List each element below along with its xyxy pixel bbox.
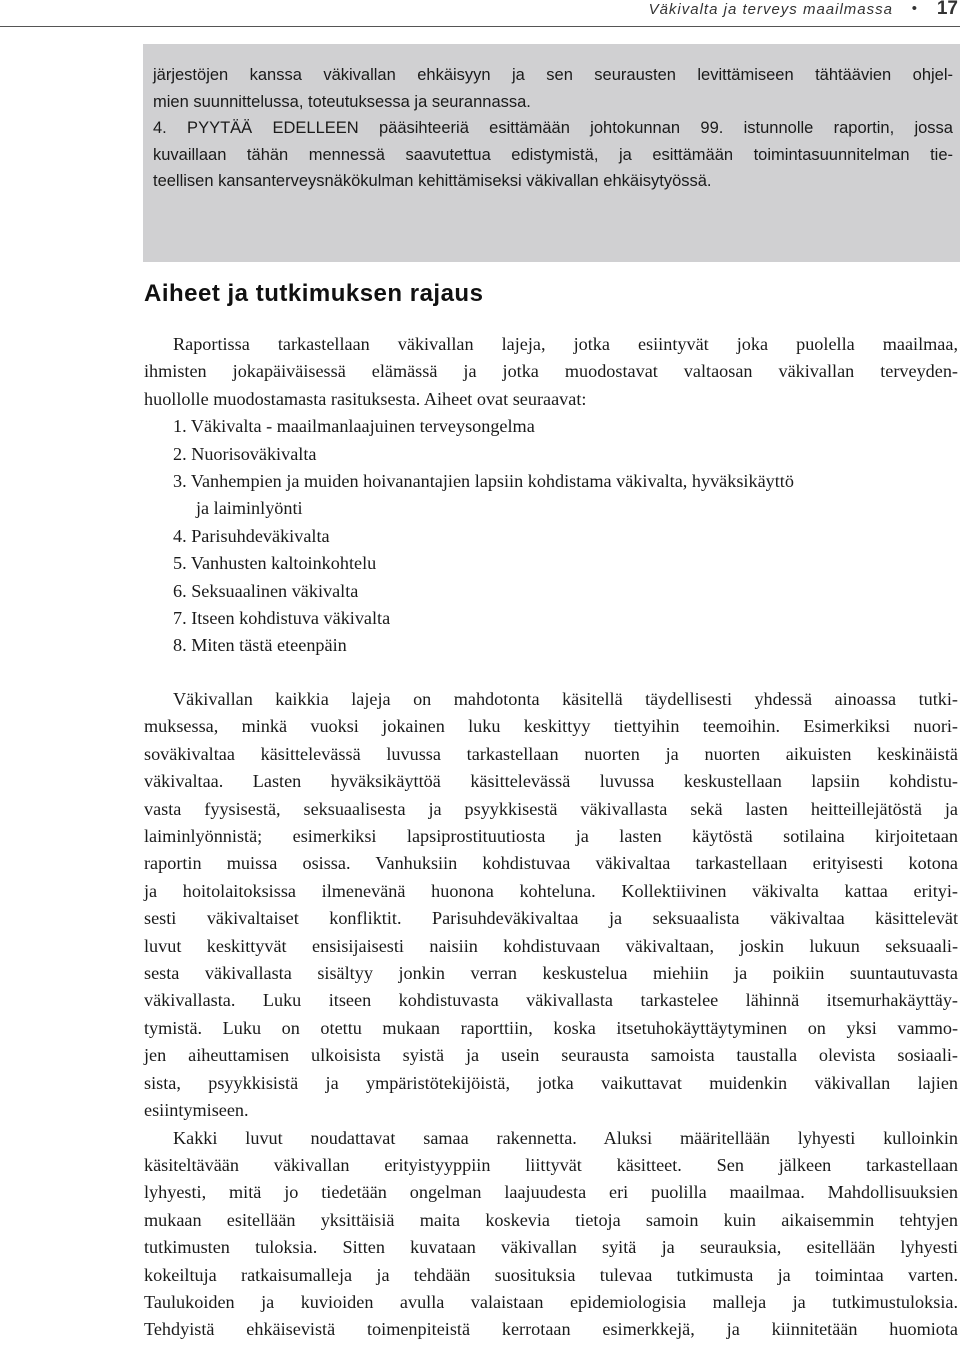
text-line: Taulukoiden ja kuvioiden avulla valaistaan epidemiologisia malleja ja tutkimustuloksia. xyxy=(144,1291,958,1312)
quote-box-line: mien suunnittelussa, toteutuksessa ja seurannassa. xyxy=(153,92,531,111)
text-line: sesta väkivallasta sisältyy jonkin verran keskustelua miehiin ja poikiin suuntautuvasta xyxy=(144,963,958,984)
text-line: laiminlyönnistä; esimerkiksi lapsiprostituutiosta ja lasten käytöstä sotilaina kirjoitetaan xyxy=(144,826,958,847)
intro-paragraph xyxy=(144,331,958,660)
text-line: jen aiheuttamisen ulkoisista syistä ja usein seurausta samoista taustalla olevista sosiaali- xyxy=(144,1045,958,1066)
list-item: 1. Väkivalta - maailmanlaajuinen terveysongelma xyxy=(173,416,535,437)
running-header xyxy=(0,0,960,27)
list-item: 5. Vanhusten kaltoinkohtelu xyxy=(173,553,377,574)
text-line: soväkivaltaa käsittelevässä luvussa tarkastellaan nuorten ja nuorten aikuisten keskinäistä xyxy=(144,743,958,764)
text-line: raportin muissa osissa. Vanhuksiin kohdistuvaa väkivaltaa tarkastellaan erityisesti kotona xyxy=(144,853,958,874)
text-line: huollolle muodostamasta rasituksesta. Aiheet ovat seuraavat: xyxy=(144,388,587,409)
text-line: Kakki luvut noudattavat samaa rakennetta. Aluksi määritellään lyhyesti kulloinkin xyxy=(173,1127,958,1148)
list-item: 7. Itseen kohdistuva väkivalta xyxy=(173,608,391,629)
text-line: muksessa, minkä vuoksi jokainen luku keskittyy tiettyihin teemoihin. Esimerkiksi nuori- xyxy=(144,716,958,737)
text-line: käsiteltävään väkivallan erityistyyppiin liittyvät käsitteet. Sen jälkeen tarkastellaan xyxy=(144,1154,958,1175)
text-line: sesti väkivaltaiset konfliktit. Parisuhdeväkivaltaa ja seksuaalista väkivaltaa käsittelevät xyxy=(144,908,958,929)
list-item: 3. Vanhempien ja muiden hoivanantajien lapsiin kohdistama väkivalta, hyväksikäyttö xyxy=(173,471,794,492)
quote-box-line: teellisen kansanterveysnäkökulman kehittämiseksi väkivallan ehkäisytyössä. xyxy=(153,172,712,190)
text-line: Väkivallan kaikkia lajeja on mahdotonta käsitellä täydellisesti yhdessä ainoassa tutki- xyxy=(173,689,958,709)
quote-box-text xyxy=(153,62,953,195)
body-paragraph xyxy=(144,686,958,1344)
text-line: Raportissa tarkastellaan väkivallan lajeja, jotka esiintyvät joka puolella maailmaa, xyxy=(173,334,958,354)
list-item: 4. Parisuhdeväkivalta xyxy=(173,525,330,546)
list-item: 2. Nuorisoväkivalta xyxy=(173,443,317,464)
running-title: Väkivalta ja terveys maailmassa xyxy=(648,1,893,18)
text-line: tymistä. Luku on otettu mukaan raporttiin, koska itsetuhokäyttäytyminen on yksi vammo- xyxy=(144,1017,958,1038)
text-line: esiintymiseen. xyxy=(144,1100,249,1121)
text-line: ihmisten jokapäiväisessä elämässä ja jotka muodostavat valtaosan väkivallan terveyden- xyxy=(144,361,958,382)
list-item: 6. Seksuaalinen väkivalta xyxy=(173,580,359,601)
list-item: 8. Miten tästä eteenpäin xyxy=(173,635,347,656)
list-item-continuation: ja laiminlyönti xyxy=(196,498,303,519)
text-line: sista, psyykkisistä ja ympäristötekijöistä, jotka vaikuttavat muidenkin väkivallan lajien xyxy=(144,1072,958,1093)
text-line: väkivaltaa. Lasten hyväksikäyttöä käsittelevässä luvussa keskustellaan lapsiin kohdistu- xyxy=(144,771,958,792)
text-line: mukaan esitellään yksittäisiä maita koskevia tietoja samoin kuin aikaisemmin tehtyjen xyxy=(144,1209,958,1230)
text-line: vasta fyysisestä, seksuaalisesta ja psyykkisestä väkivallasta sekä lasten heitteillejätöstä ja xyxy=(144,798,958,819)
text-line: kokeiltuja ratkaisumalleja ja tehdään suosituksia tulevaa tutkimusta ja toimintaa varten. xyxy=(144,1264,958,1285)
quote-box-line: kuvaillaan tähän mennessä saavutettua edistymistä, ja esittämään toimintasuunnitelman tie- xyxy=(153,145,953,164)
text-line: Tehdyistä ehkäisevistä toimenpiteistä kerrotaan esimerkkejä, ja kiinnitetään huomiota xyxy=(144,1319,958,1340)
topic-list xyxy=(144,413,958,660)
text-line: ja hoitolaitoksissa ilmenevänä huonona kohteluna. Kollektiivinen väkivalta kattaa erityi- xyxy=(144,880,958,901)
text-line: luvut keskittyvät ensisijaisesti naisiin kohdistuvaan väkivaltaan, joskin lukuun seksuaali- xyxy=(144,935,958,956)
header-bullet: • xyxy=(911,0,917,17)
quote-box-line: järjestöjen kanssa väkivallan ehkäisyyn ja sen seurausten levittämiseen tähtäävien ohjel- xyxy=(153,66,953,84)
text-line: tutkimusten tuloksia. Sitten kuvataan väkivallan syitä ja seurauksia, esitellään lyhyesti xyxy=(144,1237,958,1258)
section-heading: Aiheet ja tutkimuksen rajaus xyxy=(144,280,484,307)
text-line: väkivallasta. Luku itseen kohdistuvasta väkivallasta tarkastelee lähinnä itsemurhakäyttäy- xyxy=(144,990,958,1011)
text-line: lyhyesti, mitä jo tiedetään ongelman laajuudesta eri puolilla maailmaa. Mahdollisuuksien xyxy=(144,1182,958,1203)
quote-box-line: 4. PYYTÄÄ EDELLEEN pääsihteeriä esittämään johtokunnan 99. istunnolle raportin, jossa xyxy=(153,119,953,137)
page-number: 17 xyxy=(936,0,958,19)
